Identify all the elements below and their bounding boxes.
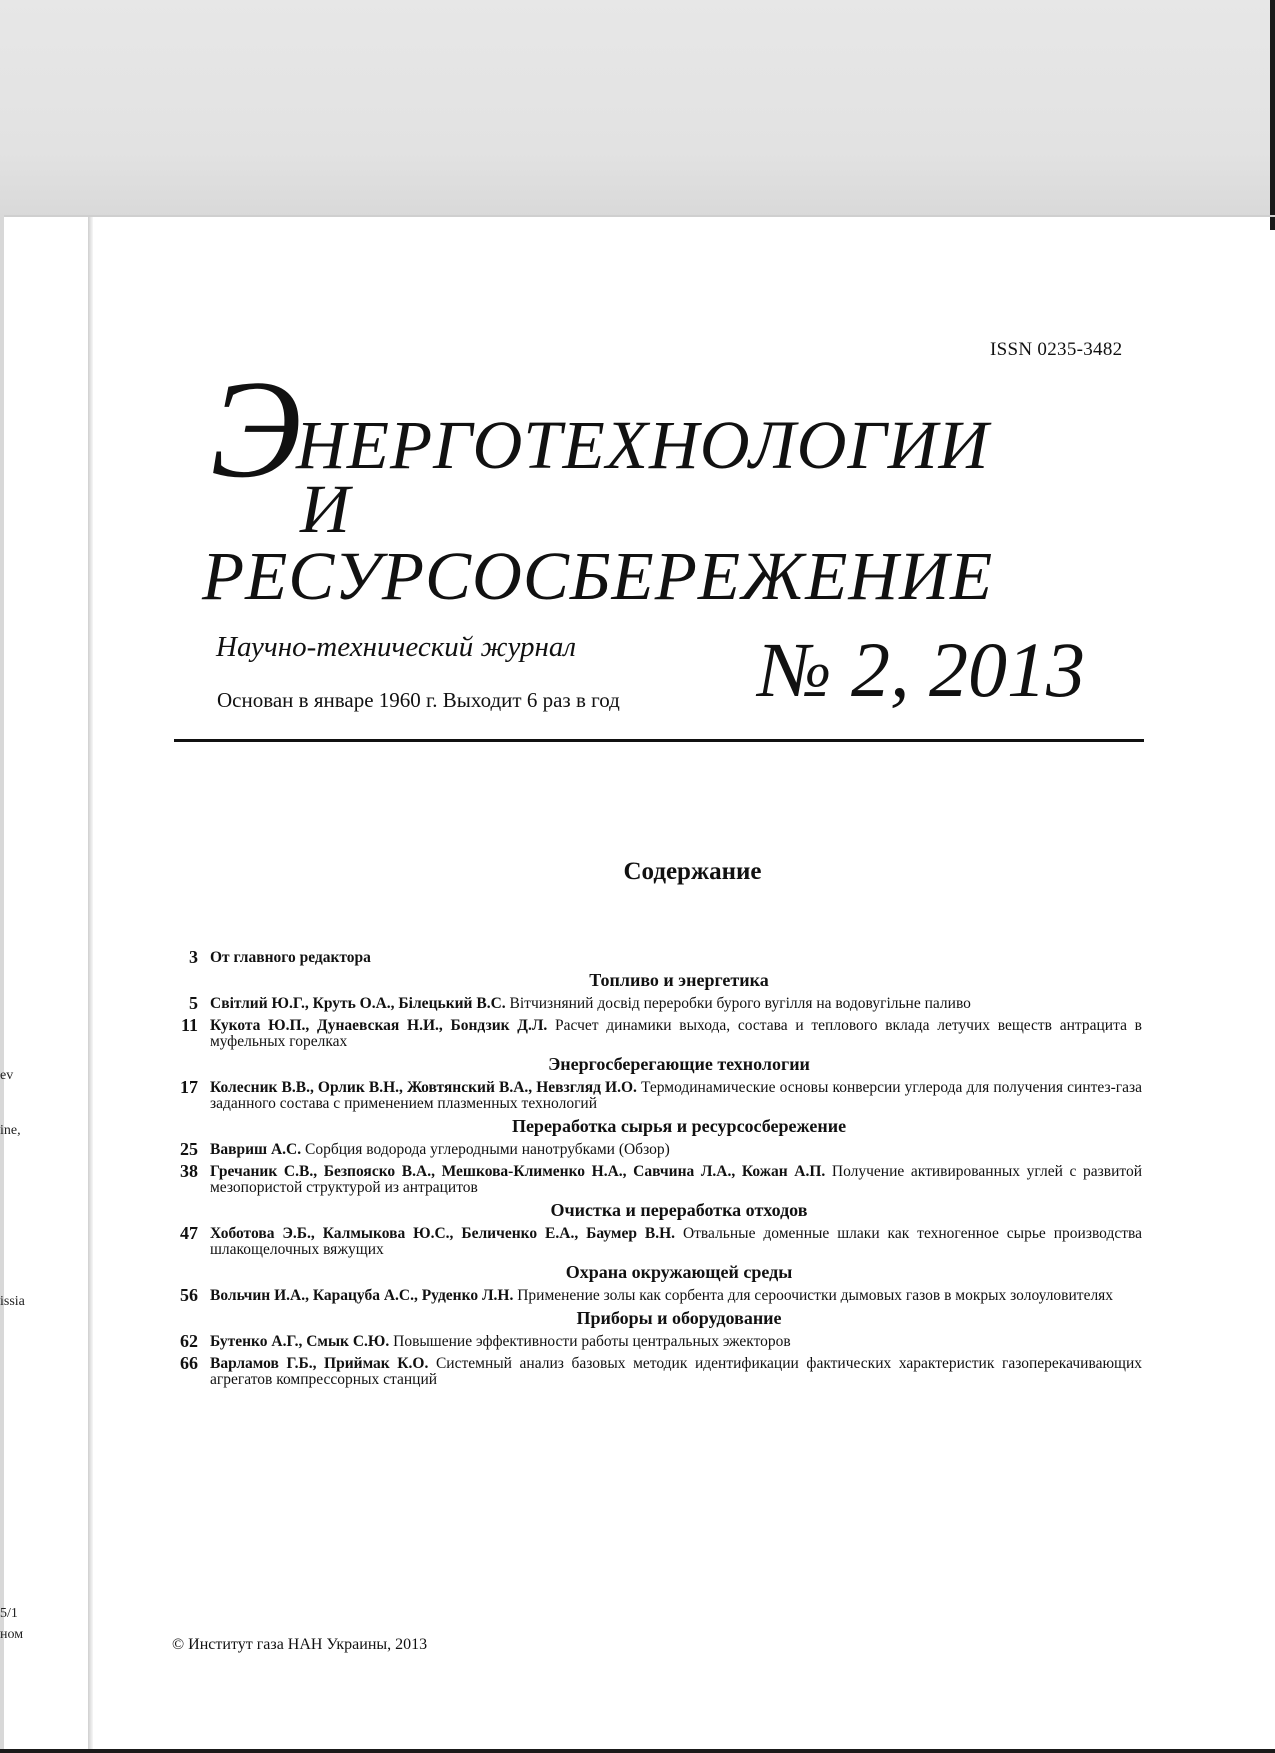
toc-section-heading: Переработка сырья и ресурсосбережение xyxy=(511,1116,847,1136)
toc-article-title: Вітчизняний досвід переробки бурого вугілля на водовугільне паливо xyxy=(509,995,971,1012)
table-of-contents xyxy=(176,947,1143,1394)
prev-page-fragment: 5/1 xyxy=(0,1606,18,1621)
toc-page-number: 56 xyxy=(180,1285,198,1305)
toc-article-title: Расчет динамики выхода, состава и теплового вклада летучих веществ антрацита в муфельных горелках xyxy=(210,1017,1143,1050)
toc-section-heading: Приборы и оборудование xyxy=(576,1308,782,1328)
contents-heading: Содержание xyxy=(623,858,762,885)
toc-page-number: 62 xyxy=(180,1331,198,1351)
toc-entry xyxy=(176,1353,1143,1388)
journal-title-line-1: НЕРГОТЕХНОЛОГИИ xyxy=(296,407,990,483)
masthead-rule xyxy=(174,739,1144,742)
toc-authors: Кукота Ю.П., Дунаевская Н.И., Бондзик Д.Л. xyxy=(210,1017,548,1034)
toc-section-heading: Охрана окружающей среды xyxy=(565,1262,793,1282)
toc-authors: Хоботова Э.Б., Калмыкова Ю.С., Беличенко Е.А., Баумер В.Н. xyxy=(210,1225,676,1242)
toc-entry xyxy=(176,1139,1142,1159)
toc-entry xyxy=(176,1331,1142,1351)
toc-page-number: 11 xyxy=(180,1015,198,1035)
toc-entry xyxy=(176,947,1142,967)
toc-entry xyxy=(176,1015,1143,1050)
prev-page-fragment: ном xyxy=(0,1627,24,1642)
toc-authors: Світлий Ю.Г., Круть О.А., Білецький В.С. xyxy=(210,995,506,1012)
issue-number: № 2, 2013 xyxy=(758,626,1086,713)
page-top-edge xyxy=(4,215,1275,217)
toc-authors: От главного редактора xyxy=(210,949,371,966)
toc-entry xyxy=(176,993,1142,1013)
prev-page-fragment: ine, xyxy=(0,1123,21,1138)
scanner-lid-area xyxy=(0,0,1275,217)
toc-article-title: Отвальные доменные шлаки как техногенное сырье производства шлакощелочных вяжущих xyxy=(210,1225,1142,1258)
journal-founded: Основан в январе 1960 г. Выходит 6 раз в год xyxy=(217,688,620,712)
copyright: © Институт газа НАН Украины, 2013 xyxy=(172,1636,428,1653)
toc-authors: Бутенко А.Г., Смык С.Ю. xyxy=(210,1333,390,1350)
toc-entry xyxy=(176,1285,1142,1305)
toc-article-title: Получение активированных углей с развитой мезопористой структурой из антрацитов xyxy=(210,1163,1143,1196)
toc-section-heading: Очистка и переработка отходов xyxy=(550,1200,808,1220)
toc-page-number: 17 xyxy=(180,1077,198,1097)
journal-title-line-3: РЕСУРСОСБЕРЕЖЕНИЕ xyxy=(202,538,994,614)
toc-page-number: 38 xyxy=(180,1161,198,1181)
toc-entry xyxy=(176,1161,1143,1196)
toc-page-number: 25 xyxy=(180,1139,198,1159)
toc-entry xyxy=(176,1223,1142,1258)
page-fold-shadow xyxy=(88,217,93,1753)
prev-page-fragment: ev xyxy=(0,1068,14,1083)
toc-authors: Вавриш А.С. xyxy=(210,1141,302,1158)
toc-authors: Вольчин И.А., Карацуба А.С., Руденко Л.Н. xyxy=(210,1287,514,1304)
toc-page-number: 66 xyxy=(180,1353,198,1373)
toc-article-title: Термодинамические основы конверсии углерода для получения синтез-газа заданного состава с применением плазменных технологий xyxy=(210,1079,1142,1112)
toc-page-number: 5 xyxy=(189,993,198,1013)
toc-authors: Гречаник С.В., Безпояско В.А., Мешкова-Клименко Н.А., Савчина Л.А., Кожан А.П. xyxy=(210,1163,826,1180)
toc-section-heading: Энергосберегающие технологии xyxy=(548,1054,810,1074)
scanner-bottom-edge xyxy=(0,1749,1275,1753)
toc-article-title: Применение золы как сорбента для сероочистки дымовых газов в мокрых золоуловителях xyxy=(517,1287,1114,1304)
toc-page-number: 47 xyxy=(180,1223,198,1243)
journal-title-line-2: И xyxy=(300,471,350,547)
toc-article-title: Системный анализ базовых методик идентификации фактических характеристик газоперекачивающих агрегатов компрессорных станций xyxy=(210,1355,1143,1388)
toc-authors: Варламов Г.Б., Приймак К.О. xyxy=(210,1355,429,1372)
toc-section-heading: Топливо и энергетика xyxy=(589,970,769,990)
prev-page-fragment: issia xyxy=(0,1294,25,1309)
issn: ISSN 0235-3482 xyxy=(990,339,1123,360)
journal-subtitle: Научно-технический журнал xyxy=(216,631,577,663)
title-initial: Э xyxy=(210,352,302,507)
toc-authors: Колесник В.В., Орлик В.Н., Жовтянский В.А., Невзгляд И.О. xyxy=(210,1079,637,1096)
scanner-edge xyxy=(1270,0,1275,230)
toc-article-title: Сорбция водорода углеродными нанотрубками (Обзор) xyxy=(304,1141,670,1158)
scanner-left-edge xyxy=(0,217,4,1753)
toc-page-number: 3 xyxy=(189,947,198,967)
toc-entry xyxy=(176,1077,1142,1112)
toc-article-title: Повышение эффективности работы центральных эжекторов xyxy=(393,1333,791,1350)
